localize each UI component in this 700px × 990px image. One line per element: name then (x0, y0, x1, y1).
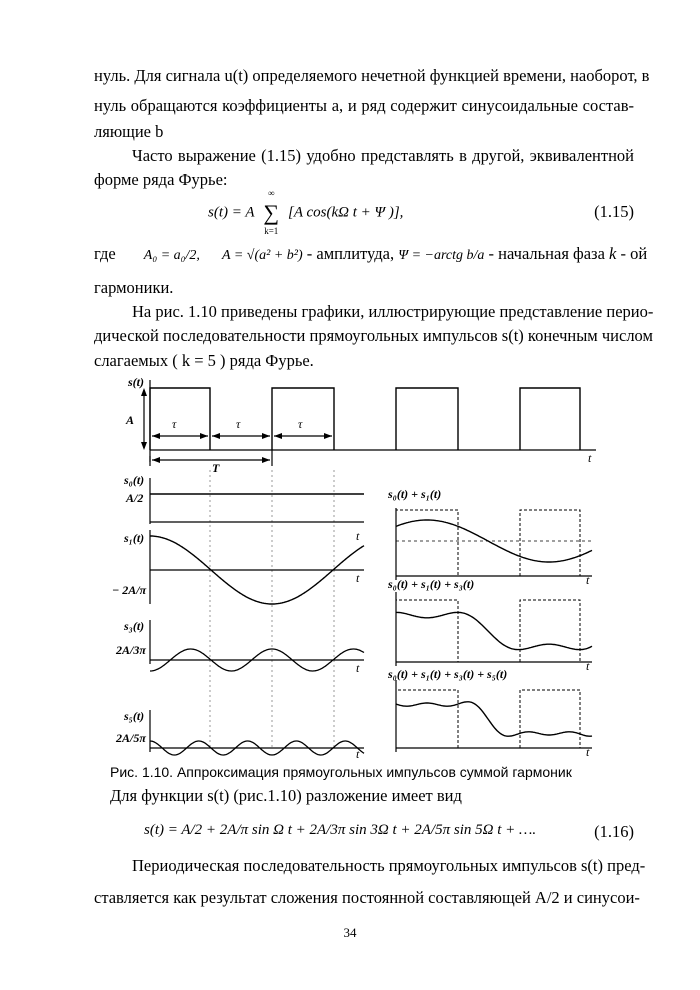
garmoniki-line: гармоники. (94, 278, 174, 297)
ak-definition: A = √(a² + b²) (222, 248, 303, 263)
sum-top: ∞ (268, 188, 275, 198)
phase-text: - начальная фаза (488, 244, 605, 263)
sum-bottom: k=1 (264, 226, 279, 236)
label-t-s1: t (356, 571, 360, 585)
label-2am-3pi: 2A/3π (116, 643, 146, 657)
amplitude-text: - амплитуда, (306, 244, 395, 263)
label-sum0135: s₀(t) + s₁(t) + s₃(t) + s₅(t) (388, 667, 508, 681)
dotted-guides (210, 470, 334, 750)
label-t-sum0135: t (586, 745, 590, 759)
equation-number-1-16: (1.16) (594, 822, 634, 841)
sum-symbol: ∞ ∑ k=1 (258, 200, 284, 226)
a0-definition: A₀ = a₀/2, (143, 248, 200, 263)
label-t-s5: t (356, 747, 360, 761)
sum01-panel (396, 508, 592, 580)
oy-text: - ой (620, 244, 648, 263)
paragraph5-line1: Периодическая последовательность прямоугольных импульсов s(t) пред- (132, 856, 646, 875)
label-tau-1: τ (172, 417, 177, 431)
label-t-s3: t (356, 661, 360, 675)
paragraph3-line1: На рис. 1.10 приведены графики, иллюстрирующие представление перио- (132, 302, 654, 321)
label-s0: s₀(t) (124, 473, 145, 487)
label-tau-3: τ (298, 417, 303, 431)
pulse-train (150, 388, 580, 450)
psi-definition: Ψ = −arctg b/a (398, 248, 485, 263)
paragraph2-line1: Часто выражение (1.15) удобно представлять в другой, эквивалентной (132, 146, 634, 165)
label-neg-2am-pi: − 2A/π (112, 583, 147, 597)
label-t-top: t (588, 451, 592, 465)
paragraph1-line3: ляющие b (94, 122, 164, 141)
eq115-lhs: s(t) = A (208, 204, 255, 221)
label-t-sum01: t (586, 573, 590, 587)
label-tau-2: τ (236, 417, 241, 431)
paragraph3-line3: слагаемых ( k = 5 ) ряда Фурье. (94, 351, 314, 370)
label-period: T (212, 461, 220, 475)
where-word: где (94, 244, 116, 263)
paragraph4: Для функции s(t) (рис.1.10) разложение имеет вид (110, 786, 462, 805)
figure-caption: Рис. 1.10. Аппроксимация прямоугольных импульсов суммой гармоник (110, 764, 572, 780)
sum013-panel (396, 592, 592, 666)
page-number: 34 (343, 925, 357, 940)
label-am2: A/2 (126, 491, 144, 505)
label-sum01: s₀(t) + s₁(t) (388, 487, 442, 501)
paragraph5-line2: ставляется как результат сложения постоянной составляющей A/2 и синусои- (94, 888, 640, 907)
paragraph1-line1: нуль. Для сигнала u(t) определяемого нечетной функцией времени, наоборот, в (94, 66, 650, 85)
label-s3: s₃(t) (124, 619, 145, 633)
paragraph3-line2: дической последовательности прямоугольных импульсов s(t) конечным числом (94, 326, 653, 345)
label-t-sum013: t (586, 659, 590, 673)
label-t-s0: t (356, 529, 360, 543)
sum0135-panel (396, 680, 592, 752)
label-am: A (126, 413, 135, 427)
label-2am-5pi: 2A/5π (116, 731, 146, 745)
eq115-body: [A cos(kΩ t + Ψ )], (288, 204, 404, 221)
equation-1-16: s(t) = A/2 + 2A/π sin Ω t + 2A/3π sin 3Ω t + 2A/5π sin 5Ω t + …. (144, 822, 537, 838)
paragraph1-line2: нуль обращаются коэффициенты a, и ряд содержит синусоидальные состав- (94, 96, 634, 115)
label-sum013: s₀(t) + s₁(t) + s₃(t) (388, 577, 475, 591)
label-s1: s₁(t) (124, 531, 145, 545)
k-text: k (609, 244, 617, 263)
label-s-t: s(t) (128, 375, 144, 389)
label-s5: s₅(t) (124, 709, 145, 723)
paragraph2-line2: форме ряда Фурье: (94, 170, 228, 189)
equation-number-1-15: (1.15) (594, 202, 634, 221)
